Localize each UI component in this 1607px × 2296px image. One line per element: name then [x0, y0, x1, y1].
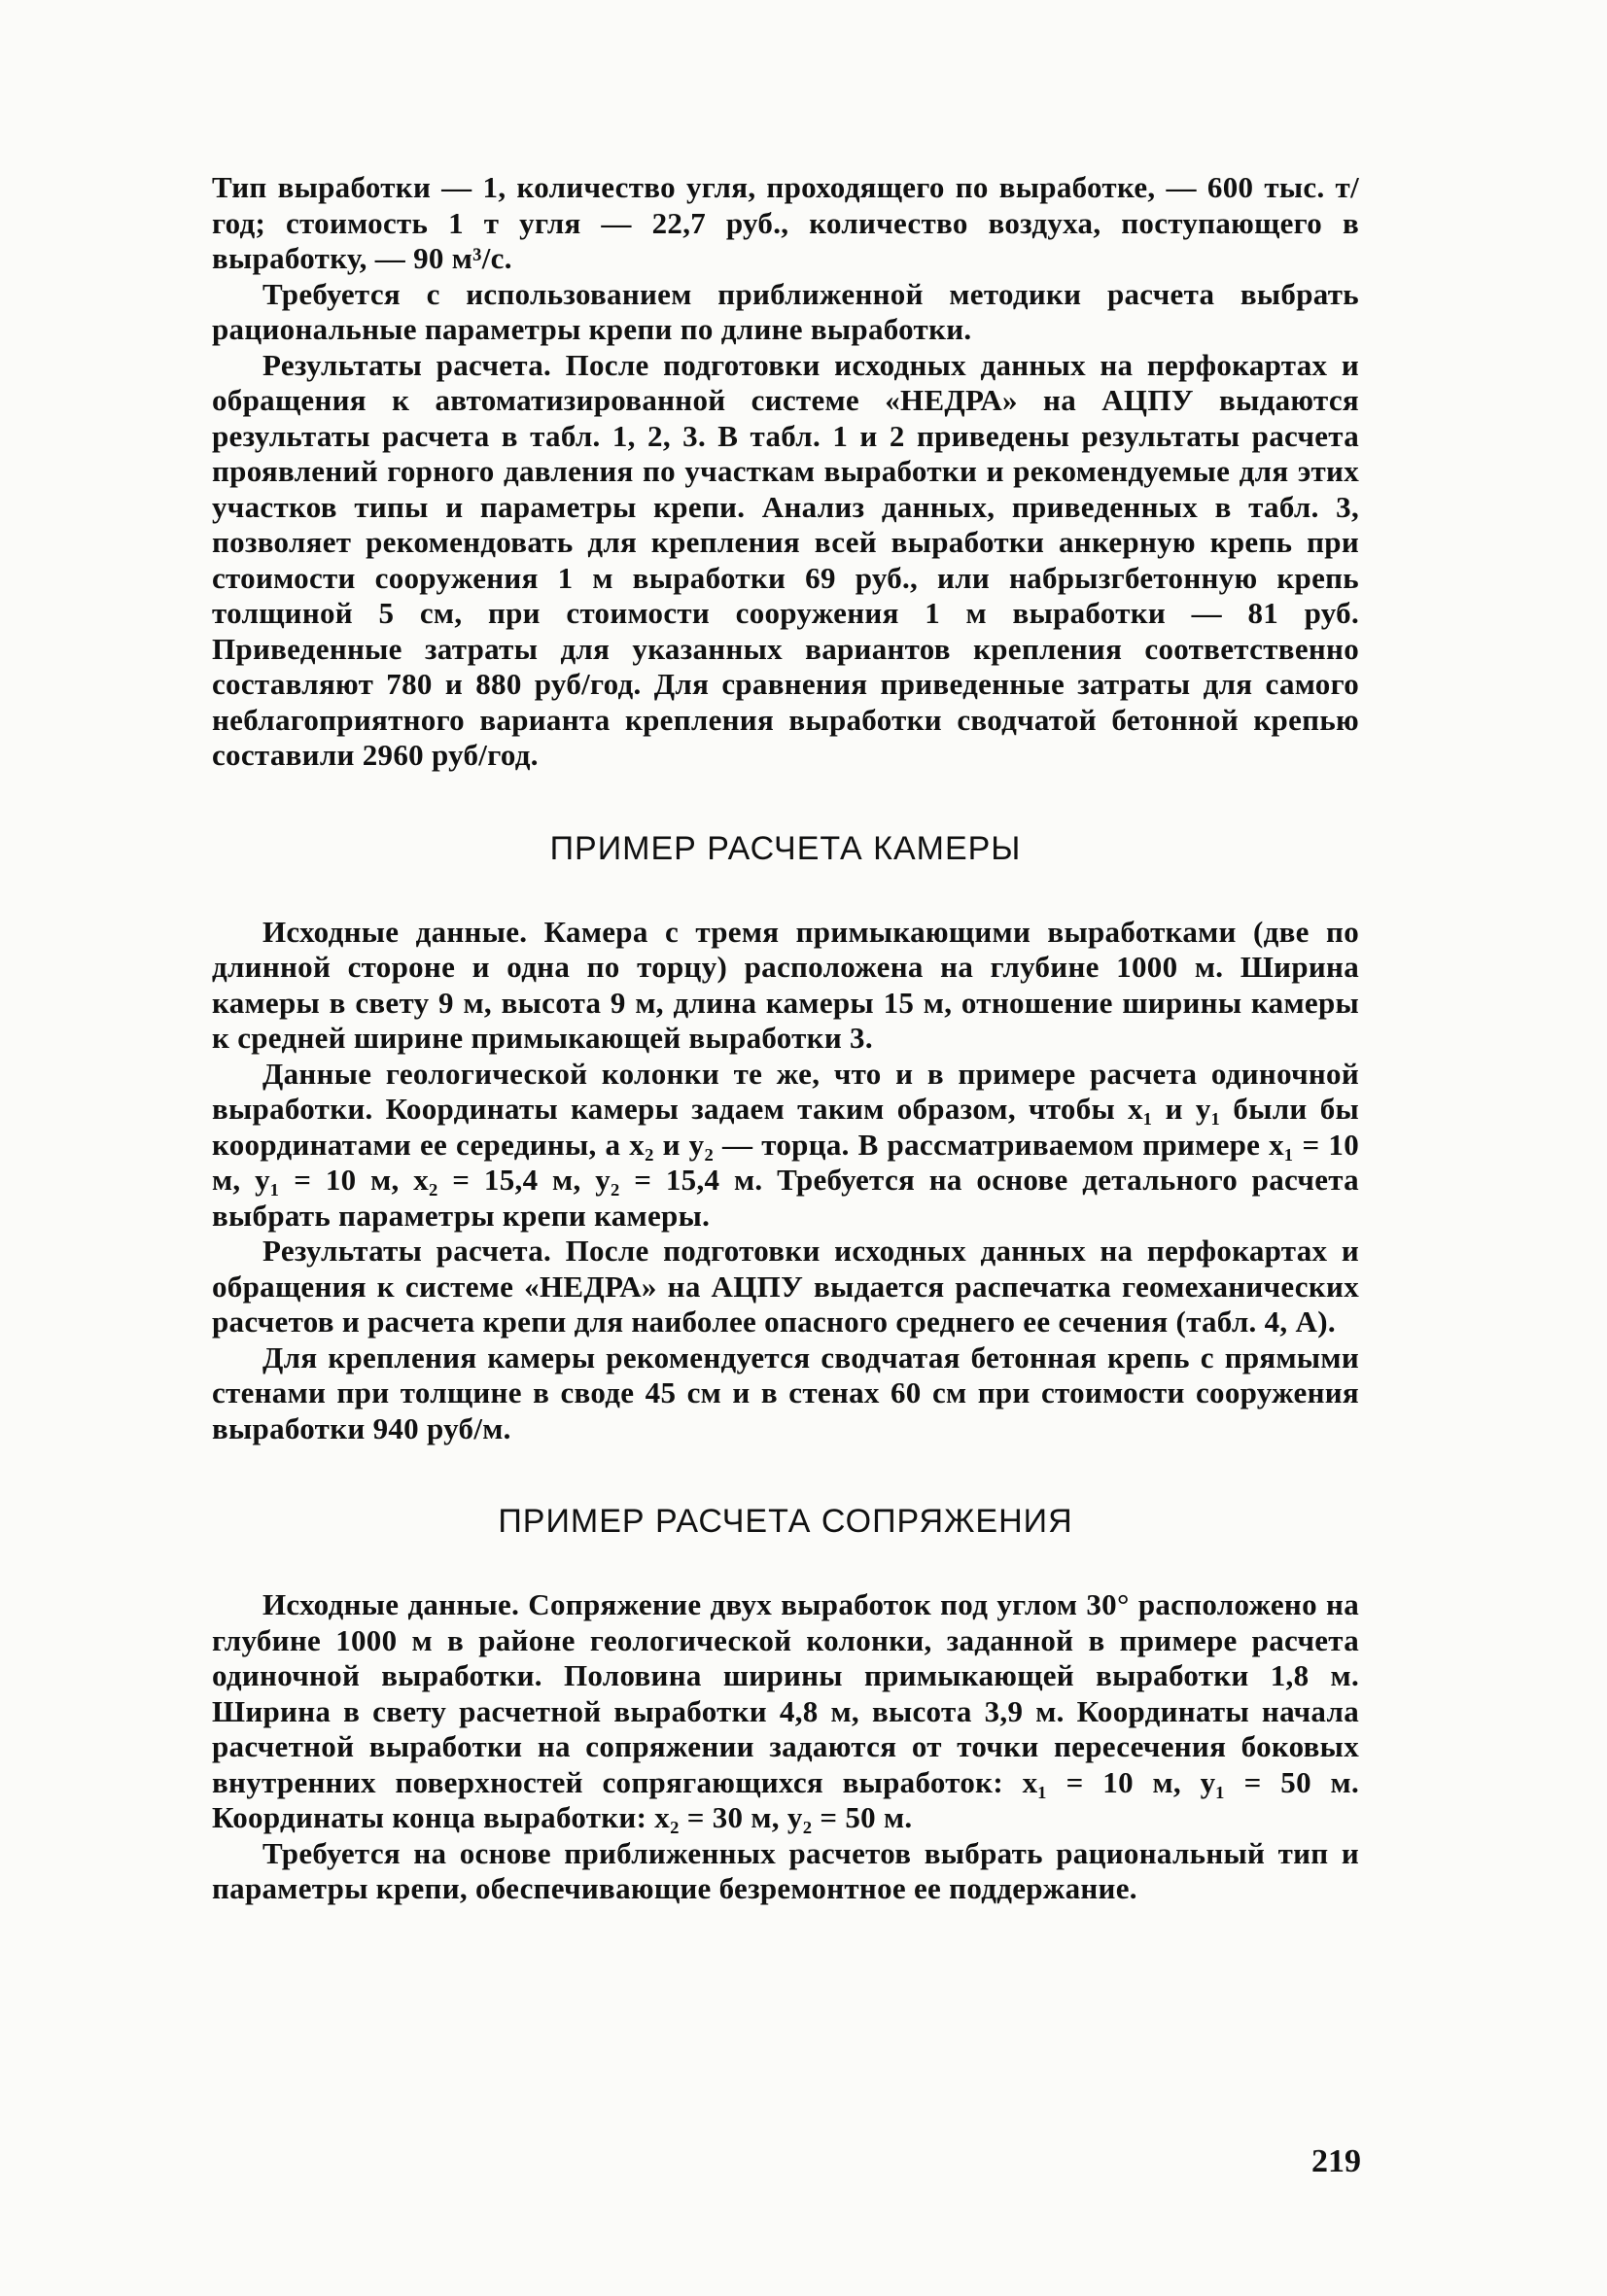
camera-paragraph-4: Для крепления камеры рекомендуется сводчатая бетонная крепь с прямыми стенами при толщине в своде 45 см и в стенах 60 см при стоимости сооружения выработки 940 руб/м. [212, 1339, 1359, 1445]
page-number: 219 [1311, 2143, 1361, 2179]
camera-section-heading: ПРИМЕР РАСЧЕТА КАМЕРЫ [549, 829, 1022, 867]
text-column [212, 170, 1359, 1907]
intro-paragraph-2: Требуется с использованием приближенной методики расчета выбрать рациональные параметры крепи по длине выработки. [212, 276, 1359, 346]
camera-paragraph-3: Результаты расчета. После подготовки исходных данных на перфокартах и обращения к системе «НЕДРА» на АЦПУ выдается распечатка геомеханических расчетов и расчета крепи для наиболее опасного среднего ее сечения (табл. 4, А). [212, 1234, 1359, 1339]
camera-section [212, 915, 1359, 1447]
junction-paragraph-1: Исходные данные. Сопряжение двух выработок под углом 30° расположено на глубине 1000 м в районе геологической колонки, заданной в примере расчета одиночной выработки. Половина ширины примыкающей выработки 1,8 м. Ширина в свету расчетной выработки 4,8 м, высота 3,9 м. Координаты начала расчетной выработки на сопряжении задаются от точки пересечения боковых внутренних поверхностей сопрягающихся выработок: x₁ = 10 м, y₁ = 50 м. Координаты конца выработки: x₂ = 30 м, y₂ = 50 м. [212, 1587, 1359, 1834]
camera-paragraph-1: Исходные данные. Камера с тремя примыкающими выработками (две по длинной стороне и одна по торцу) расположена на глубине 1000 м. Ширина камеры в свету 9 м, высота 9 м, длина камеры 15 м, отношение ширины камеры к средней ширине примыкающей выработки 3. [212, 914, 1359, 1055]
junction-section [212, 1587, 1359, 1907]
intro-paragraph-3: Результаты расчета. После подготовки исходных данных на перфокартах и обращения к автоматизированной системе «НЕДРА» на АЦПУ выдаются результаты расчета в табл. 1, 2, 3. В табл. 1 и 2 приведены результаты расчета проявлений горного давления по участкам выработки и рекомендуемые для этих участков типы и параметры крепи. Анализ данных, приведенных в табл. 3, позволяет рекомендовать для крепления всей выработки анкерную крепь при стоимости сооружения 1 м выработки 69 руб., или набрызгбетонную крепь толщиной 5 см, при стоимости сооружения 1 м выработки — 81 руб. Приведенные затраты для указанных вариантов крепления соответственно составляют 780 и 880 руб/год. Для сравнения приведенные затраты для самого неблагоприятного варианта крепления выработки сводчатой бетонной крепью составили 2960 руб/год. [212, 347, 1359, 772]
intro-paragraph-1: Тип выработки — 1, количество угля, проходящего по выработке, — 600 тыс. т/год; стоимость 1 т угля — 22,7 руб., количество воздуха, поступающего в выработку, — 90 м³/с. [212, 170, 1359, 275]
junction-paragraph-2: Требуется на основе приближенных расчетов выбрать рациональный тип и параметры крепи, обеспечивающие безремонтное ее поддержание. [212, 1835, 1359, 1905]
junction-section-heading: ПРИМЕР РАСЧЕТА СОПРЯЖЕНИЯ [498, 1503, 1073, 1540]
camera-paragraph-2: Данные геологической колонки те же, что и в примере расчета одиночной выработки. Координаты камеры задаем таким образом, чтобы x₁ и y₁ были бы координатами ее середины, а x₂ и y₂ — торца. В рассматриваемом примере x₁ = 10 м, y₁ = 10 м, x₂ = 15,4 м, y₂ = 15,4 м. Требуется на основе детального расчета выбрать параметры крепи камеры. [212, 1056, 1359, 1233]
intro-section [212, 170, 1359, 774]
